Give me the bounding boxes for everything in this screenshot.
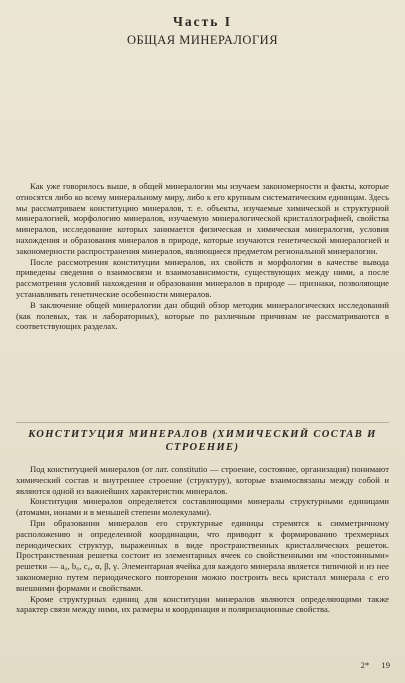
section-paragraph: Под конституцией минералов (от лат. constitutio — строение, состояние, организация) понимают химический состав и внутреннее строение (структуру), которые взаимосвязаны между собой и являются одной из важнейших характеристик минералов. xyxy=(16,464,389,496)
intro-paragraph: Как уже говорилось выше, в общей минералогии мы изучаем закономерности и факты, которые относятся либо ко всему минеральному миру, либо к его крупным систематическим единицам. Здесь мы рассматриваем конституцию минералов, т. е. объекты, изучаемые химической и структурной минералогией, морфологию минералов, изучаемую минералогической кристаллографией, свойства минералов, исследование которых занимается физическая и химическая минералогия, условия нахождения и образования минералов в природе, которые изучаются генетической минералогией и закономерности распространения минералов, являющиеся предметом региональной минералогии. xyxy=(16,181,389,256)
section-paragraph: Конституция минералов определяется составляющими минералы структурными единицами (атомами, ионами и в меньшей степени молекулами). xyxy=(16,496,389,518)
divider xyxy=(16,422,389,423)
page-footer xyxy=(351,660,390,670)
section-text xyxy=(16,464,389,615)
signature-mark: 2* xyxy=(360,660,370,670)
part-title: Часть I xyxy=(172,14,233,29)
section-heading-text: КОНСТИТУЦИЯ МИНЕРАЛОВ (ХИМИЧЕСКИЙ СОСТАВ И СТРОЕНИЕ) xyxy=(28,429,377,453)
section-paragraph: Кроме структурных единиц для конституции минералов являются определяющими также характер связи между ними, их размеры и координация и поляризационные свойства. xyxy=(16,593,389,615)
intro-text xyxy=(16,181,389,332)
intro-paragraph: После рассмотрения конституции минералов, их свойств и морфологии в качестве вывода приведены сведения о взаимосвязи и взаимозависимости, существующих между ними, а после рассмотрения условий нахождения и образования минералов в природе — признаки, позволяющие устанавливать генетические особенности минералов. xyxy=(16,256,389,299)
intro-paragraph: В заключение общей минералогии дан общий обзор методик минералогических исследований (как полевых, так и лабораторных), которые по различным причинам не рассматриваются в соответствующих разделах. xyxy=(16,299,389,332)
section-paragraph: При образовании минералов его структурные единицы стремятся к симметричному расположению и определенной координации, что приводит к формированию трехмерных периодических структур, выраженных в виде пространственных кристаллических решеток. Пространственная решетка состоит из элементарных ячеек со свойственными им «постоянными» решетки — a₀, b₀, c₀, α, β, γ. Элементарная ячейка для каждого минерала является типичной и из нее закономерно путем периодического повторения можно построить весь кристалл минерала с его внешними формами и свойствами. xyxy=(16,517,389,593)
section-heading xyxy=(16,428,389,454)
page-number: 19 xyxy=(381,660,390,670)
section-title: ОБЩАЯ МИНЕРАЛОГИЯ xyxy=(126,33,279,47)
